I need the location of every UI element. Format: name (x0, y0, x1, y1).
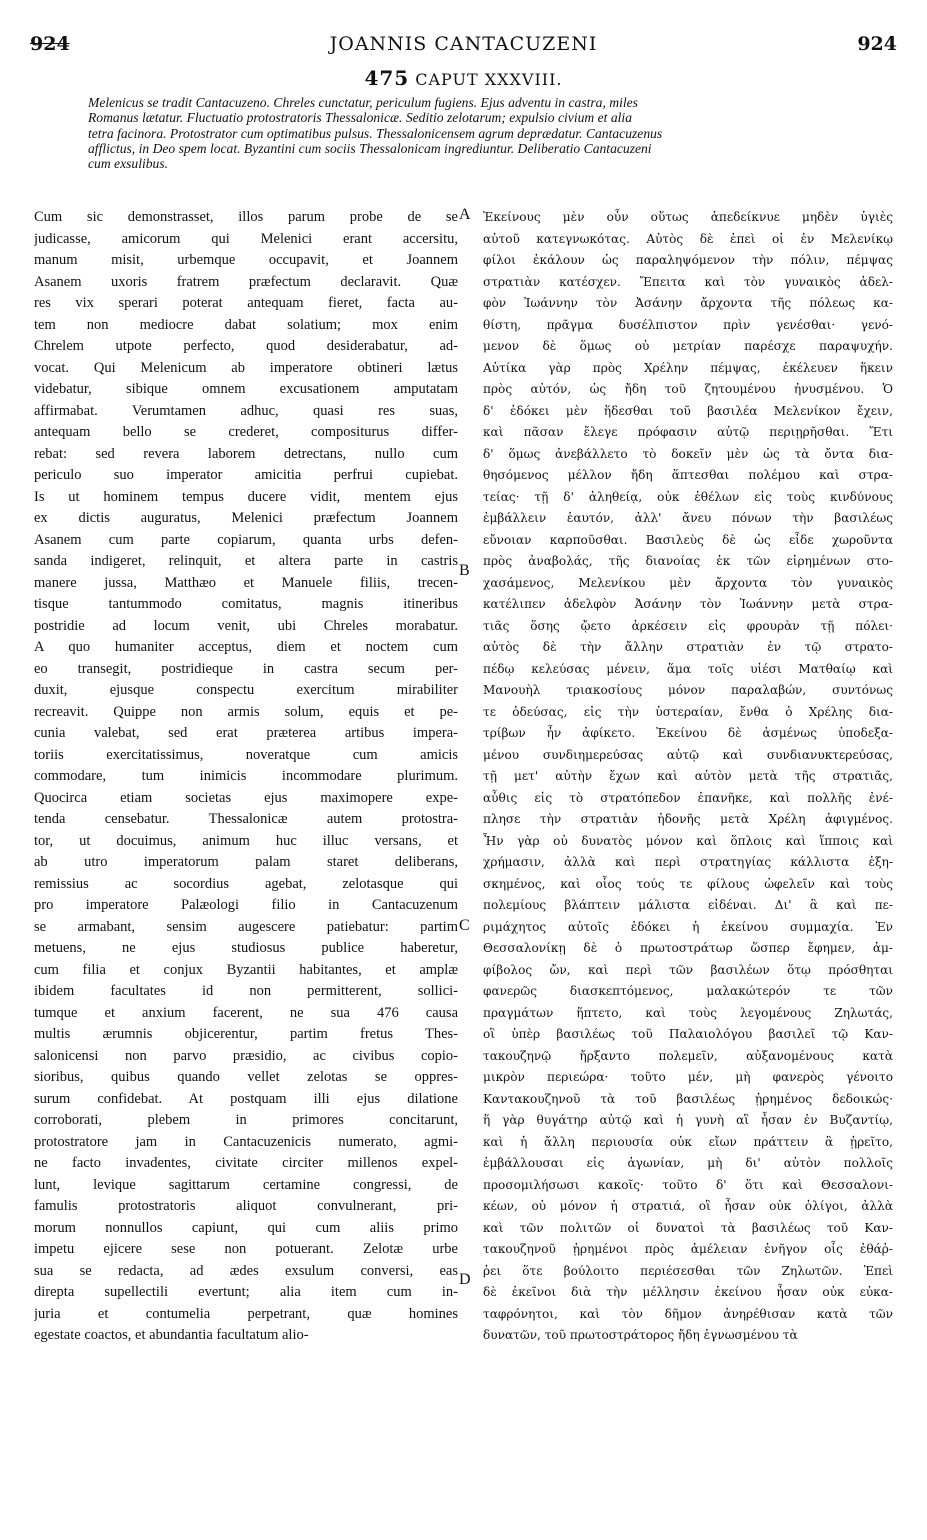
caput-title: CAPUT XXXVIII. (415, 70, 563, 89)
summary-line: afflictus, in Deo spem locat. Byzantini cum sociis Thessalonicam ingrediuntur. Deliberatio Cantacuzeni (88, 140, 652, 156)
latin-text-line: antequam bello se crederet, compositurus differ- (34, 424, 458, 440)
greek-text-line: δ' ἐδόκει μὲν ἥδεσθαι τοῦ βασιλέα Μελενίκον ἔχειν, (483, 403, 893, 418)
greek-text-line: πολεμίους βλάπτειν μάλιστα εἰδέναι. Δι' ἃ καὶ πε- (483, 898, 893, 912)
greek-text-line: εὔνοιαν καρποῦσθαι. Βασιλεὺς δὲ ὡς εἶδε χωροῦντα (483, 532, 893, 547)
greek-text-line: πρὸς ἀναβολάς, τῆς διανοίας ἐκ τῶν εἰρημένων στο- (483, 554, 893, 568)
greek-text-line: πραγμάτων ἥπτετο, καὶ τοὺς λεγομένους Ζηλωτάς, (483, 1005, 893, 1020)
summary-line: Melenicus se tradit Cantacuzeno. Chreles cunctatur, periculum fugiens. Ejus adventu in castra, miles (88, 95, 638, 110)
latin-text-line: tenda censebatur. Thessalonicæ autem protostra- (34, 811, 458, 827)
greek-text-line: δ' ὅμως ἀνεβάλλετο τὸ δοκεῖν μὲν ὡς τὰ ὄντα δια- (483, 446, 893, 461)
greek-text-line: Θεσσαλονίκῃ δὲ ὁ πρωτοστράτωρ ὥσπερ ἔφημεν, ἀμ- (483, 941, 893, 955)
latin-text-line: juria et contumelia perpetrant, quæ homines (34, 1305, 458, 1322)
greek-text-line: φίλοι ἐκάλουν ὡς παραληψόμενον τὴν πόλιν, πέμψας (483, 253, 893, 267)
latin-text-line: remissius ac socordius agebat, zelotasque qui (34, 875, 458, 892)
greek-text-line: δυνατῶν, τοῦ πρωτοστράτορος ἤδη ἐγνωσμένου τὰ (483, 1328, 798, 1342)
latin-column (34, 207, 458, 1347)
latin-text-line: Chrelem utpote perfecto, quod desiderabatur, ad- (34, 338, 458, 354)
greek-text-line: μικρὸν περιεώρα· τοῦτο μέν, μὴ φανερὸς γένοιτο (483, 1070, 893, 1084)
summary-line: tetra facinora. Protostrator cum optimatibus pulsus. Thessalonicensem agrum deprædatur. Cantacuzenus (88, 125, 663, 141)
latin-text-line: lunt, levique sagittarum certamine congressi, de (34, 1176, 458, 1193)
summary-line: cum exsulibus. (88, 156, 169, 172)
greek-text-line: τιᾶς ὅσης ᾤετο ἀρκέσειν εἰς φρουρὰν τῇ πόλει· (483, 618, 893, 633)
greek-text-line: ἐμβάλλειν ἑαυτόν, ἀλλ' ἄνευ πόνων τὴν βασιλέως (483, 511, 893, 525)
greek-text-line: αὐτοῦ κατεγνωκότας. Αὐτὸς δὲ ἐπεὶ οἱ ἐν Μελενίκῳ (483, 231, 893, 246)
greek-text-line: δὲ ἐκεῖνοι διὰ τὴν μέλλησιν ἐκείνου ἦσαν οὐκ εὐκα- (483, 1285, 893, 1299)
margin-marker-a: A (459, 206, 471, 223)
margin-marker-d: D (459, 1271, 471, 1288)
latin-text-line: sanda indigeret, relinquit, et altera parte in castris (34, 553, 458, 569)
latin-text-line: rebat: sed revera laborem detrectans, nullo cum (34, 445, 458, 462)
greek-text-line: φίβολος ὤν, καὶ περὶ τῶν βασιλέων ὅτῳ πρόσθηται (483, 962, 893, 977)
latin-text-line: ab utro imperatorum palam staret deliberans, (34, 854, 458, 870)
greek-text-line: τῇ μετ' αὐτὴν ἔχων καὶ αὐτὸν μετὰ τῆς στρατιᾶς, (483, 769, 893, 783)
latin-text-line: videbatur, sibique omnem excusationem amputatam (34, 381, 458, 397)
latin-text-line: surum confidebat. At postquam illi ejus dilatione (34, 1090, 458, 1107)
latin-text-line: recreavit. Quippe non armis solum, equis et pe- (34, 703, 458, 720)
latin-text-line: ex dictis auguratus, Melenici præfectum Joannem (34, 510, 458, 526)
latin-text-line: tor, ut docuimus, animum huc illuc versans, et (34, 832, 458, 849)
latin-text-line: periculo suo imperator amicitia perfrui cupiebat. (34, 467, 458, 483)
latin-text-line: Asanem cum parte copiarum, quanta urbs defen- (34, 531, 458, 548)
page-header (30, 33, 897, 57)
latin-text-line: A quo humaniter acceptus, diem et noctem cum (34, 639, 458, 655)
greek-text-line: θησόμενος μέλλον ἤδη ἅπτεσθαι πολέμου καὶ στρα- (483, 468, 893, 482)
greek-text-line: αὐτὸς δὲ τὴν ἄλλην στρατιὰν ἐν τῷ στρατο- (483, 640, 893, 654)
greek-text-line: φὸν Ἰωάννην τὸν Ἀσάνην ἄρχοντα τῆς πόλεως κα- (483, 296, 893, 310)
latin-text-line: eo transegit, postridieque in castra secum per- (34, 660, 458, 677)
latin-text-line: cum filia et conjux Byzantii habitantes, et amplæ (34, 961, 458, 978)
greek-text-line: Ἦν γὰρ οὐ δυνατὸς μόνον καὶ ὅπλοις καὶ ἵπποις καὶ (483, 833, 893, 848)
greek-text-line: ῥει ὅτε βούλοιτο περιέσεσθαι τῶν Ζηλωτῶν. Ἐπεὶ (483, 1263, 893, 1278)
greek-text-line: καὶ ἡ ἄλλη περιουσία οὐκ εἴων πράττειν ἃ ᾑρεῖτο, (483, 1134, 893, 1149)
latin-text-line: judicasse, amicorum qui Melenici erant accersitu, (34, 230, 458, 247)
latin-text-line: tumque et anxium facerent, ne sua 476 causa (34, 1004, 458, 1021)
page-number-right: 924 (857, 33, 897, 55)
latin-text-line: tisque tantummodo comitatus, magnis itineribus (34, 596, 458, 612)
latin-text-line: corroborati, plebem in primores concitarunt, (34, 1112, 458, 1128)
greek-text-line: μένου συνδιημερεύσας αὐτῷ καὶ συνδιανυκτερεύσας, (483, 747, 893, 762)
greek-text-line: τείας· τῇ δ' ἀληθείᾳ, οὐκ ἐθέλων εἰς τοὺς κινδύνους (483, 489, 893, 504)
latin-text-line: affirmabat. Verumtamen adhuc, quasi res suas, (34, 402, 458, 419)
latin-text-line: duxit, ejusque conspectu exercitum mirabiliter (34, 682, 458, 698)
margin-marker-c: C (459, 917, 470, 934)
greek-text-line: τακουζηνῷ ἤρξαντο πολεμεῖν, αὐξανομένους κατὰ (483, 1048, 893, 1063)
greek-text-line: φανερῶς διασκεπτόμενος, μαλακώτερόν τε τῶν (483, 984, 893, 998)
greek-text-line: κατέλιπεν ἀδελφὸν Ἀσάνην τὸν Ἰωάννην μετὰ στρα- (483, 597, 893, 611)
latin-text-line: protostratore jam in Cantacuzenicis numerato, agmi- (34, 1133, 458, 1150)
greek-text-line: Μανουὴλ τριακοσίους μόνον παραλαβών, συντόνως (483, 683, 893, 697)
greek-text-line: Αὐτίκα γὰρ πρὸς Χρέλην πέμψας, ἐκέλευεν ἥκειν (483, 360, 893, 375)
greek-column (483, 207, 893, 1347)
greek-text-line: καὶ πᾶσαν ἔλεγε πρόφασιν αὐτῷ περιῃρῆσθαι. Ἔτι (483, 425, 893, 439)
latin-text-line: toriis exercitatissimus, noveratque cum amicis (34, 746, 458, 763)
latin-text-line: Quocirca etiam societas ejus maximopere expe- (34, 789, 458, 806)
caput-number: 475 (364, 66, 410, 90)
greek-text-line: ἥ γὰρ θυγάτηρ αὐτῷ καὶ ἡ γυνὴ αἳ ἦσαν ἐν Βυζαντίῳ, (483, 1113, 893, 1127)
latin-text-line: res vix sperari poterat antequam fieret, facta au- (34, 295, 458, 311)
latin-text-line: morum nonnullos capiunt, qui cum aliis primo (34, 1219, 458, 1236)
latin-text-line: metuens, ne ejus studiosus publice haberetur, (34, 940, 458, 956)
greek-text-line: πέδῳ κελεύσας μένειν, ἅμα τοῖς υἱέσι Ματθαίῳ καὶ (483, 661, 893, 676)
greek-text-line: τρίβων ἦν ἀφίκετο. Ἐκείνου δὲ ἀσμένως ὑποδεξα- (483, 726, 893, 740)
greek-text-line: οἳ ὑπὲρ βασιλέως τοῦ Παλαιολόγου βασιλεῖ τῷ Καν- (483, 1027, 893, 1041)
chapter-summary (88, 95, 892, 171)
page-number-left: 924 (30, 33, 70, 55)
greek-text-line: προσομιλήσωσι κακοῖς· τοῦτο δ' ὅτι καὶ Θεσσαλονι- (483, 1177, 893, 1192)
greek-text-line: ἐμβάλλουσαι εἰς ἀγωνίαν, μὴ δι' αὐτὸν πολλοῖς (483, 1156, 893, 1170)
latin-text-line: direpta supellectili evertunt; alia item cum in- (34, 1284, 458, 1300)
greek-text-line: ταφρόνητοι, καὶ τὸν δῆμον ἀνηρέθισαν κατὰ τῶν (483, 1306, 893, 1321)
greek-text-line: θίστη, πρᾶγμα δυσέλπιστον πρὶν γενέσθαι· γενό- (483, 317, 893, 332)
greek-text-line: Ἐκείνους μὲν οὖν οὕτως ἀπεδείκνυε μηδὲν ὑγιὲς (483, 210, 893, 224)
latin-text-line: commodare, tum inimicis incommodare plurimum. (34, 768, 458, 784)
latin-text-line: salonicensi non parvo præsidio, ac civibus copio- (34, 1047, 458, 1064)
greek-text-line: αὖθις εἰς τὸ στρατόπεδον ἐπανῆκε, καὶ πολλῆς ἐνέ- (483, 790, 893, 805)
greek-text-line: στρατιὰν κατέσχεν. Ἔπειτα καὶ τὸν γυναικὸς ἀδελ- (483, 274, 893, 289)
latin-text-line: sioribus, quibus quando vellet zelotas se oppres- (34, 1069, 458, 1085)
summary-line: Romanus lætatur. Fluctuatio protostratoris Thessalonicæ. Seditio zelotarum; expulsio civium et alia (88, 110, 632, 126)
latin-text-line: egestate coactos, et abundantia facultatum alio- (34, 1327, 309, 1343)
latin-text-line: vocat. Qui Melenicum ab imperatore obtineri lætus (34, 359, 458, 376)
latin-text-line: famulis protostratoris aliquot convulnerant, pri- (34, 1198, 458, 1214)
greek-text-line: χασάμενος, Μελενίκου μὲν ἄρχοντα τὸν γυναικὸς (483, 575, 893, 590)
latin-text-line: se armabant, sensim augescere patiebatur: partim (34, 918, 458, 935)
greek-text-line: πλησε τὴν στρατιὰν ἡδονῆς μετὰ Χρέλη ἀφιγμένος. (483, 812, 893, 826)
latin-text-line: ibidem facultates id non permitterent, sollici- (34, 983, 458, 999)
latin-text-line: Asanem uxoris fratrem præfectum declaravit. Quæ (34, 273, 458, 290)
latin-text-line: manum misit, urbemque occupavit, et Joannem (34, 252, 458, 268)
margin-marker-b: B (459, 562, 470, 579)
latin-text-line: postridie ad locum venit, ubi Chreles morabatur. (34, 617, 458, 634)
greek-text-line: χρήμασιν, ἀλλὰ καὶ περὶ στρατηγίας κάλλιστα ἐξη- (483, 855, 893, 869)
greek-text-line: ριμάχητος αὐτοῖς ἐδόκει ἡ ἐκείνου συμμαχία. Ἐν (483, 919, 893, 934)
greek-text-line: κέων, οὐ μόνον ἡ στρατιά, οἳ ἦσαν οὐκ ὀλίγοι, ἀλλὰ (483, 1199, 893, 1213)
greek-text-line: πρὸς αὐτόν, ὡς ἤδη τοῦ ζητουμένου ἠνυσμένου. Ὁ (483, 382, 893, 396)
greek-text-line: τε ὁδεύσας, εἰς τὴν ὑστεραίαν, ἔνθα ὁ Χρέλης δια- (483, 704, 893, 719)
latin-text-line: multis ærumnis objicerentur, partim fretus Thes- (34, 1026, 458, 1042)
greek-text-line: καὶ τῶν πολιτῶν οἱ δυνατοὶ τὰ βασιλέως τοῦ Καν- (483, 1220, 893, 1235)
latin-text-line: sua se redacta, ad ædes exsulum conversi, eas (34, 1262, 458, 1279)
latin-text-line: cunia valebat, sed erat præterea artibus impera- (34, 725, 458, 741)
running-title: JOANNIS CANTACUZENI (329, 33, 598, 55)
latin-text-line: impetu ejicere sese non potuerant. Zelotæ urbe (34, 1241, 458, 1257)
latin-text-line: pro imperatore Palæologi filio in Cantacuzenum (34, 897, 458, 913)
latin-text-line: Cum sic demonstrasset, illos parum probe de se (34, 209, 458, 225)
greek-text-line: μενον δὲ ὅμως οὐ μετρίαν παρέσχε παραψυχήν. (483, 339, 893, 353)
latin-text-line: manere jussa, Matthæo et Manuele filiis, trecen- (34, 574, 458, 591)
latin-text-line: ne facto invadentes, civitate circiter millenos expel- (34, 1155, 458, 1171)
latin-text-line: tem non mediocre dabat solatium; mox enim (34, 316, 458, 333)
latin-text-line: Is ut hominem tempus ducere vidit, mentem ejus (34, 488, 458, 505)
chapter-heading (0, 66, 927, 90)
greek-text-line: τακουζηνοῦ ᾑρημένοι πρὸς ἀμέλειαν ἐνῆγον οἷς ἐθάῤ- (483, 1242, 893, 1256)
greek-text-line: Καντακουζηνοῦ τὰ τοῦ βασιλέως ᾑρημένος δεδοικώς· (483, 1091, 893, 1106)
greek-text-line: σκημένος, καὶ οἷος τούς τε φίλους ὠφελεῖν καὶ τοὺς (483, 876, 893, 891)
